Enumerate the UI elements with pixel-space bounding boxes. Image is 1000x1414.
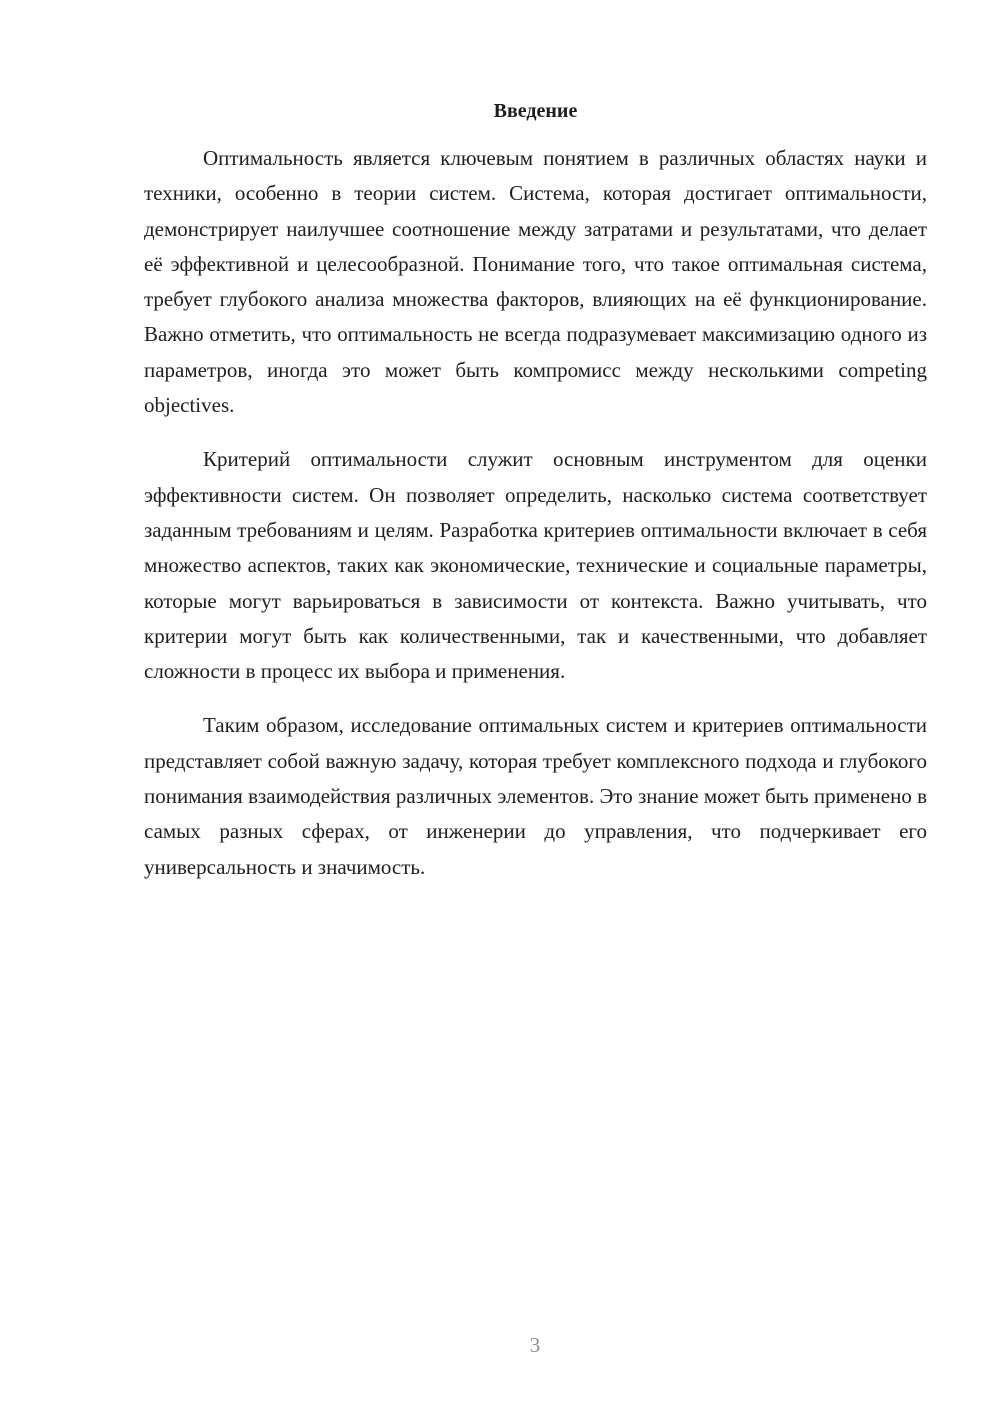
paragraph-2: Критерий оптимальности служит основным инструментом для оценки эффективности систем. Он позволяет определить, насколько система соответствует заданным требованиям и целям. Разработка критериев оптимальности включает в себя множество аспектов, таких как экономические, технические и социальные параметры, которые могут варьироваться в зависимости от контекста. Важно учитывать, что критерии могут быть как количественными, так и качественными, что добавляет сложности в процесс их выбора и применения.	[144, 447, 927, 684]
page-number: 3	[529, 1333, 541, 1357]
page-content	[144, 96, 927, 885]
section-title: Введение	[493, 100, 578, 122]
paragraph-3: Таким образом, исследование оптимальных систем и критериев оптимальности представляет собой важную задачу, которая требует комплексного подхода и глубокого понимания взаимодействия различных элементов. Это знание может быть применено в самых разных сферах, от инженерии до управления, что подчеркивает его универсальность и значимость.	[144, 713, 927, 879]
paragraph-1: Оптимальность является ключевым понятием в различных областях науки и техники, особенно в теории систем. Система, которая достигает оптимальности, демонстрирует наилучшее соотношение между затратами и результатами, что делает её эффективной и целесообразной. Понимание того, что такое оптимальная система, требует глубокого анализа множества факторов, влияющих на её функционирование. Важно отметить, что оптимальность не всегда подразумевает максимизацию одного из параметров, иногда это может быть компромисс между несколькими competing objectives.	[144, 146, 927, 418]
